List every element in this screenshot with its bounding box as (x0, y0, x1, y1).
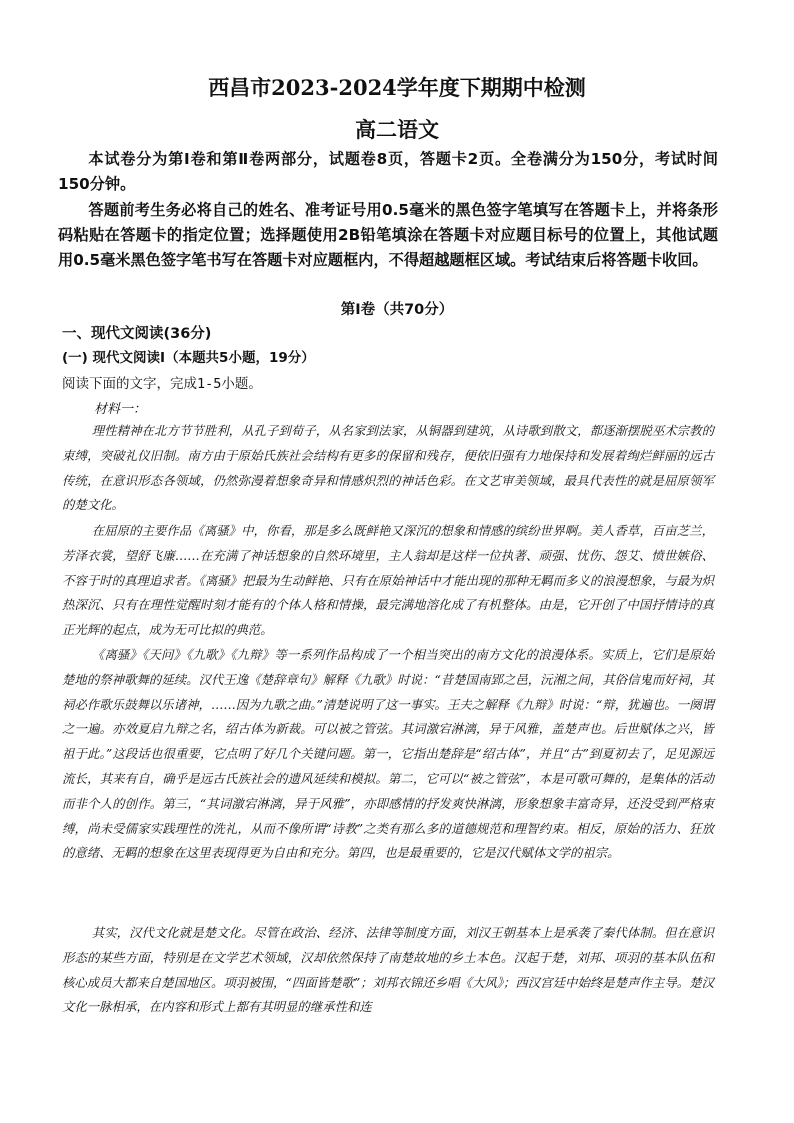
subsection-heading: (一) 现代文阅读Ⅰ（本题共5小题，19分） (62, 350, 315, 366)
intro-paragraph-1: 本试卷分为第Ⅰ卷和第Ⅱ卷两部分，试题卷8页，答题卡2页。全卷满分为150分，考试时间150分钟。 (58, 150, 718, 193)
body-paragraph-1: 理性精神在北方节节胜利，从孔子到荀子，从名家到法家，从铜器到建筑，从诗歌到散文，都逐渐摆脱巫术宗教的束缚，突破礼仪旧制。南方由于原始氏族社会结构有更多的保留和残存，便依旧强有力地保持和发展着绚烂鲜丽的远古传统，在意识形态各领域，仍然弥漫着想象奇异和情感炽烈的神话色彩。在文艺审美领域，最具代表性的就是屈原领军的楚文化。 (62, 423, 714, 513)
exam-title: 西昌市2023-2024学年度下期期中检测 (208, 75, 586, 100)
section-heading: 一、现代文阅读(36分) (62, 326, 212, 342)
body-paragraph-3: 《离骚》《天问》《九歌》《九辩》等一系列作品构成了一个相当突出的南方文化的浪漫体系。实质上，它们是原始楚地的祭神歌舞的延续。汉代王逸《楚辞章句》解释《九歌》时说：“昔楚国南郢之邑，沅湘之间，其俗信鬼而好祠，其祠必作歌乐鼓舞以乐诸神，……因为九歌之曲。”清楚说明了这一事实。王夫之解释《九辩》时说：“辩，犹遍也。一阕谓之一遍。亦效夏启九辩之名，绍古体为新裁。可以被之管弦。其词激宕淋漓，异于风雅，盖楚声也。后世赋体之兴，皆祖于此。”这段话也很重要，它点明了好几个关键问题。第一，它指出楚辞是“绍古体”，并且“古”到夏初去了，足见源远流长，其来有自，确乎是远古氏族社会的遗风延续和模拟。第二，它可以“被之管弦”，本是可歌可舞的，是集体的活动而非个人的创作。第三，“其词激宕淋漓，异于风雅”，亦即感情的抒发爽快淋漓，形象想象丰富奇异，还没受到严格束缚，尚未受儒家实践理性的洗礼，从而不像所谓“诗教”之类有那么多的道德规范和理智约束。相反，原始的活力、狂放的意绪、无羁的想象在这里表现得更为自由和充分。第四，也是最重要的，它是汉代赋体文学的祖宗。 (62, 647, 714, 861)
exam-subtitle: 高二语文 (355, 117, 439, 142)
body-paragraph-2: 在屈原的主要作品《离骚》中，你看，那是多么既鲜艳又深沉的想象和情感的缤纷世界啊。美人香草，百亩芝兰，芳泽衣裳，望舒飞廉……在充满了神话想象的自然环境里，主人翁却是这样一位执著、顽强、忧伤、怨艾、愤世嫉俗、不容于时的真理追求者。《离骚》把最为生动鲜艳、只有在原始神话中才能出现的那种无羁而多义的浪漫想象，与最为炽热深沉、只有在理性觉醒时刻才能有的个体人格和情操，最完满地溶化成了有机整体。由是，它开创了中国抒情诗的真正光辉的起点，成为无可比拟的典范。 (62, 523, 714, 638)
reading-instruction: 阅读下面的文字，完成1-5小题。 (62, 376, 262, 392)
body-paragraph-4: 其实，汉代文化就是楚文化。尽管在政治、经济、法律等制度方面，刘汉王朝基本上是承袭了秦代体制。但在意识形态的某些方面，特别是在文学艺术领域，汉却依然保持了南楚故地的乡土本色。汉起于楚，刘邦、项羽的基本队伍和核心成员大都来自楚国地区。项羽被围，“四面皆楚歌”；刘邦衣锦还乡唱《大风》；西汉宫廷中始终是楚声作主导。楚汉文化一脉相承，在内容和形式上都有其明显的继承性和连 (62, 925, 714, 1015)
material-label: 材料一： (94, 402, 147, 417)
part-heading: 第Ⅰ卷（共70分） (340, 302, 454, 318)
intro-paragraph-2: 答题前考生务必将自己的姓名、准考证号用0.5毫米的黑色签字笔填写在答题卡上，并将条形码粘贴在答题卡的指定位置；选择题使用2B铅笔填涂在答题卡对应题目标号的位置上，其他试题用0.5毫米黑色签字笔书写在答题卡对应题框内，不得超越题框区域。考试结束后将答题卡收回。 (58, 201, 718, 269)
